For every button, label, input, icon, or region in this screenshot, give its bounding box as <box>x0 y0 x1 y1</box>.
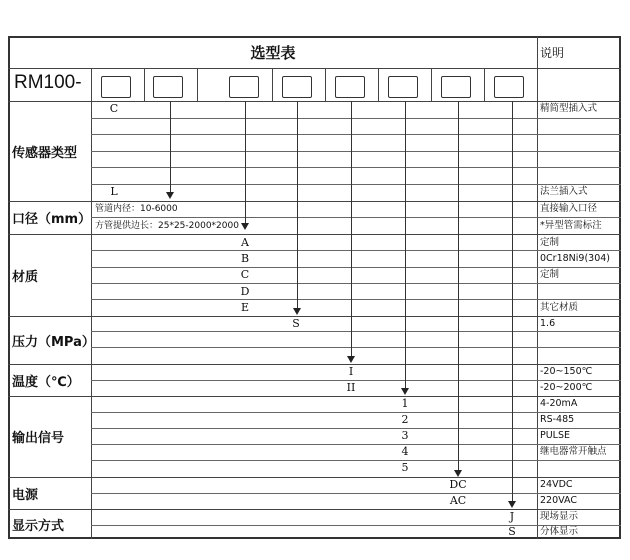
slot-box-display[interactable] <box>494 76 524 98</box>
slot-box-material[interactable] <box>229 76 259 98</box>
divider <box>378 68 379 101</box>
note: *异型管需标注 <box>540 220 602 231</box>
divider <box>325 68 326 101</box>
code-J: J <box>509 510 515 523</box>
note: 精简型插入式 <box>540 103 598 114</box>
section-label-sensor-type: 传感器类型 <box>12 145 78 161</box>
note: 法兰插入式 <box>540 186 588 197</box>
divider <box>272 68 273 101</box>
note-column-divider <box>537 36 538 539</box>
arrow-down-icon <box>405 101 406 389</box>
square-pipe-range: 方管提供边长：25*25-2000*2000 <box>95 221 239 231</box>
code-S: S <box>508 525 516 538</box>
note: PULSE <box>540 430 571 441</box>
arrow-down-icon <box>245 101 246 224</box>
note: 其它材质 <box>540 302 579 313</box>
note: 1.6 <box>540 318 556 329</box>
code-4: 4 <box>401 445 409 458</box>
note: 直接输入口径 <box>540 203 598 214</box>
label-column-divider <box>91 68 92 539</box>
arrow-down-icon <box>170 101 171 193</box>
note-column-header: 说明 <box>540 45 565 60</box>
code-B: B <box>240 252 250 265</box>
slot-box-pressure[interactable] <box>282 76 312 98</box>
slot-box-diameter[interactable] <box>153 76 183 98</box>
divider <box>8 101 621 102</box>
arrow-down-icon <box>351 101 352 357</box>
table-title: 选型表 <box>250 43 296 62</box>
code-C: C <box>109 102 119 115</box>
diameter-range: 管道内径：10-6000 <box>95 204 178 214</box>
note: -20~200℃ <box>540 382 593 393</box>
code-3: 3 <box>401 429 409 442</box>
section-label-material: 材质 <box>12 269 39 285</box>
code-5: 5 <box>401 461 409 474</box>
note: 定制 <box>540 269 560 280</box>
section-label-diameter: 口径（mm） <box>12 212 92 227</box>
code-L: L <box>110 185 118 198</box>
code-E: E <box>240 301 250 314</box>
note: -20~150℃ <box>540 366 593 377</box>
note: 分体显示 <box>540 526 579 537</box>
slot-box-output[interactable] <box>388 76 418 98</box>
note: RS-485 <box>540 414 575 425</box>
slot-box-power[interactable] <box>441 76 471 98</box>
code-1: 1 <box>401 397 409 410</box>
slot-box-temperature[interactable] <box>335 76 365 98</box>
code-AC: AC <box>449 494 467 507</box>
model-prefix: RM100- <box>14 72 82 93</box>
divider <box>431 68 432 101</box>
code-II: II <box>346 381 356 394</box>
note: 定制 <box>540 237 560 248</box>
slot-box-sensor-type[interactable] <box>101 76 131 98</box>
arrow-down-icon <box>297 101 298 309</box>
divider <box>144 68 145 101</box>
divider <box>484 68 485 101</box>
note: 4-20mA <box>540 398 578 409</box>
code-A: A <box>241 236 249 249</box>
section-label-power: 电源 <box>12 487 39 503</box>
note: 0Cr18Ni9(304) <box>540 253 611 264</box>
section-label-output-signal: 输出信号 <box>12 431 65 446</box>
selection-table-frame <box>8 36 621 539</box>
divider <box>8 68 621 69</box>
code-C: C <box>240 268 250 281</box>
note: 24VDC <box>540 479 573 490</box>
divider <box>197 68 198 101</box>
section-label-display: 显示方式 <box>12 518 65 534</box>
arrow-down-icon <box>458 101 459 471</box>
note: 220VAC <box>540 495 577 506</box>
section-label-temperature: 温度（℃） <box>12 374 80 390</box>
section-label-pressure: 压力（MPa） <box>12 334 95 350</box>
arrow-down-icon <box>512 101 513 502</box>
code-S: S <box>292 317 300 330</box>
code-I: I <box>348 365 354 378</box>
note: 继电器常开触点 <box>540 446 607 457</box>
code-2: 2 <box>401 413 409 426</box>
code-D: D <box>240 285 250 298</box>
note: 现场显示 <box>540 511 579 522</box>
code-DC: DC <box>449 478 467 491</box>
